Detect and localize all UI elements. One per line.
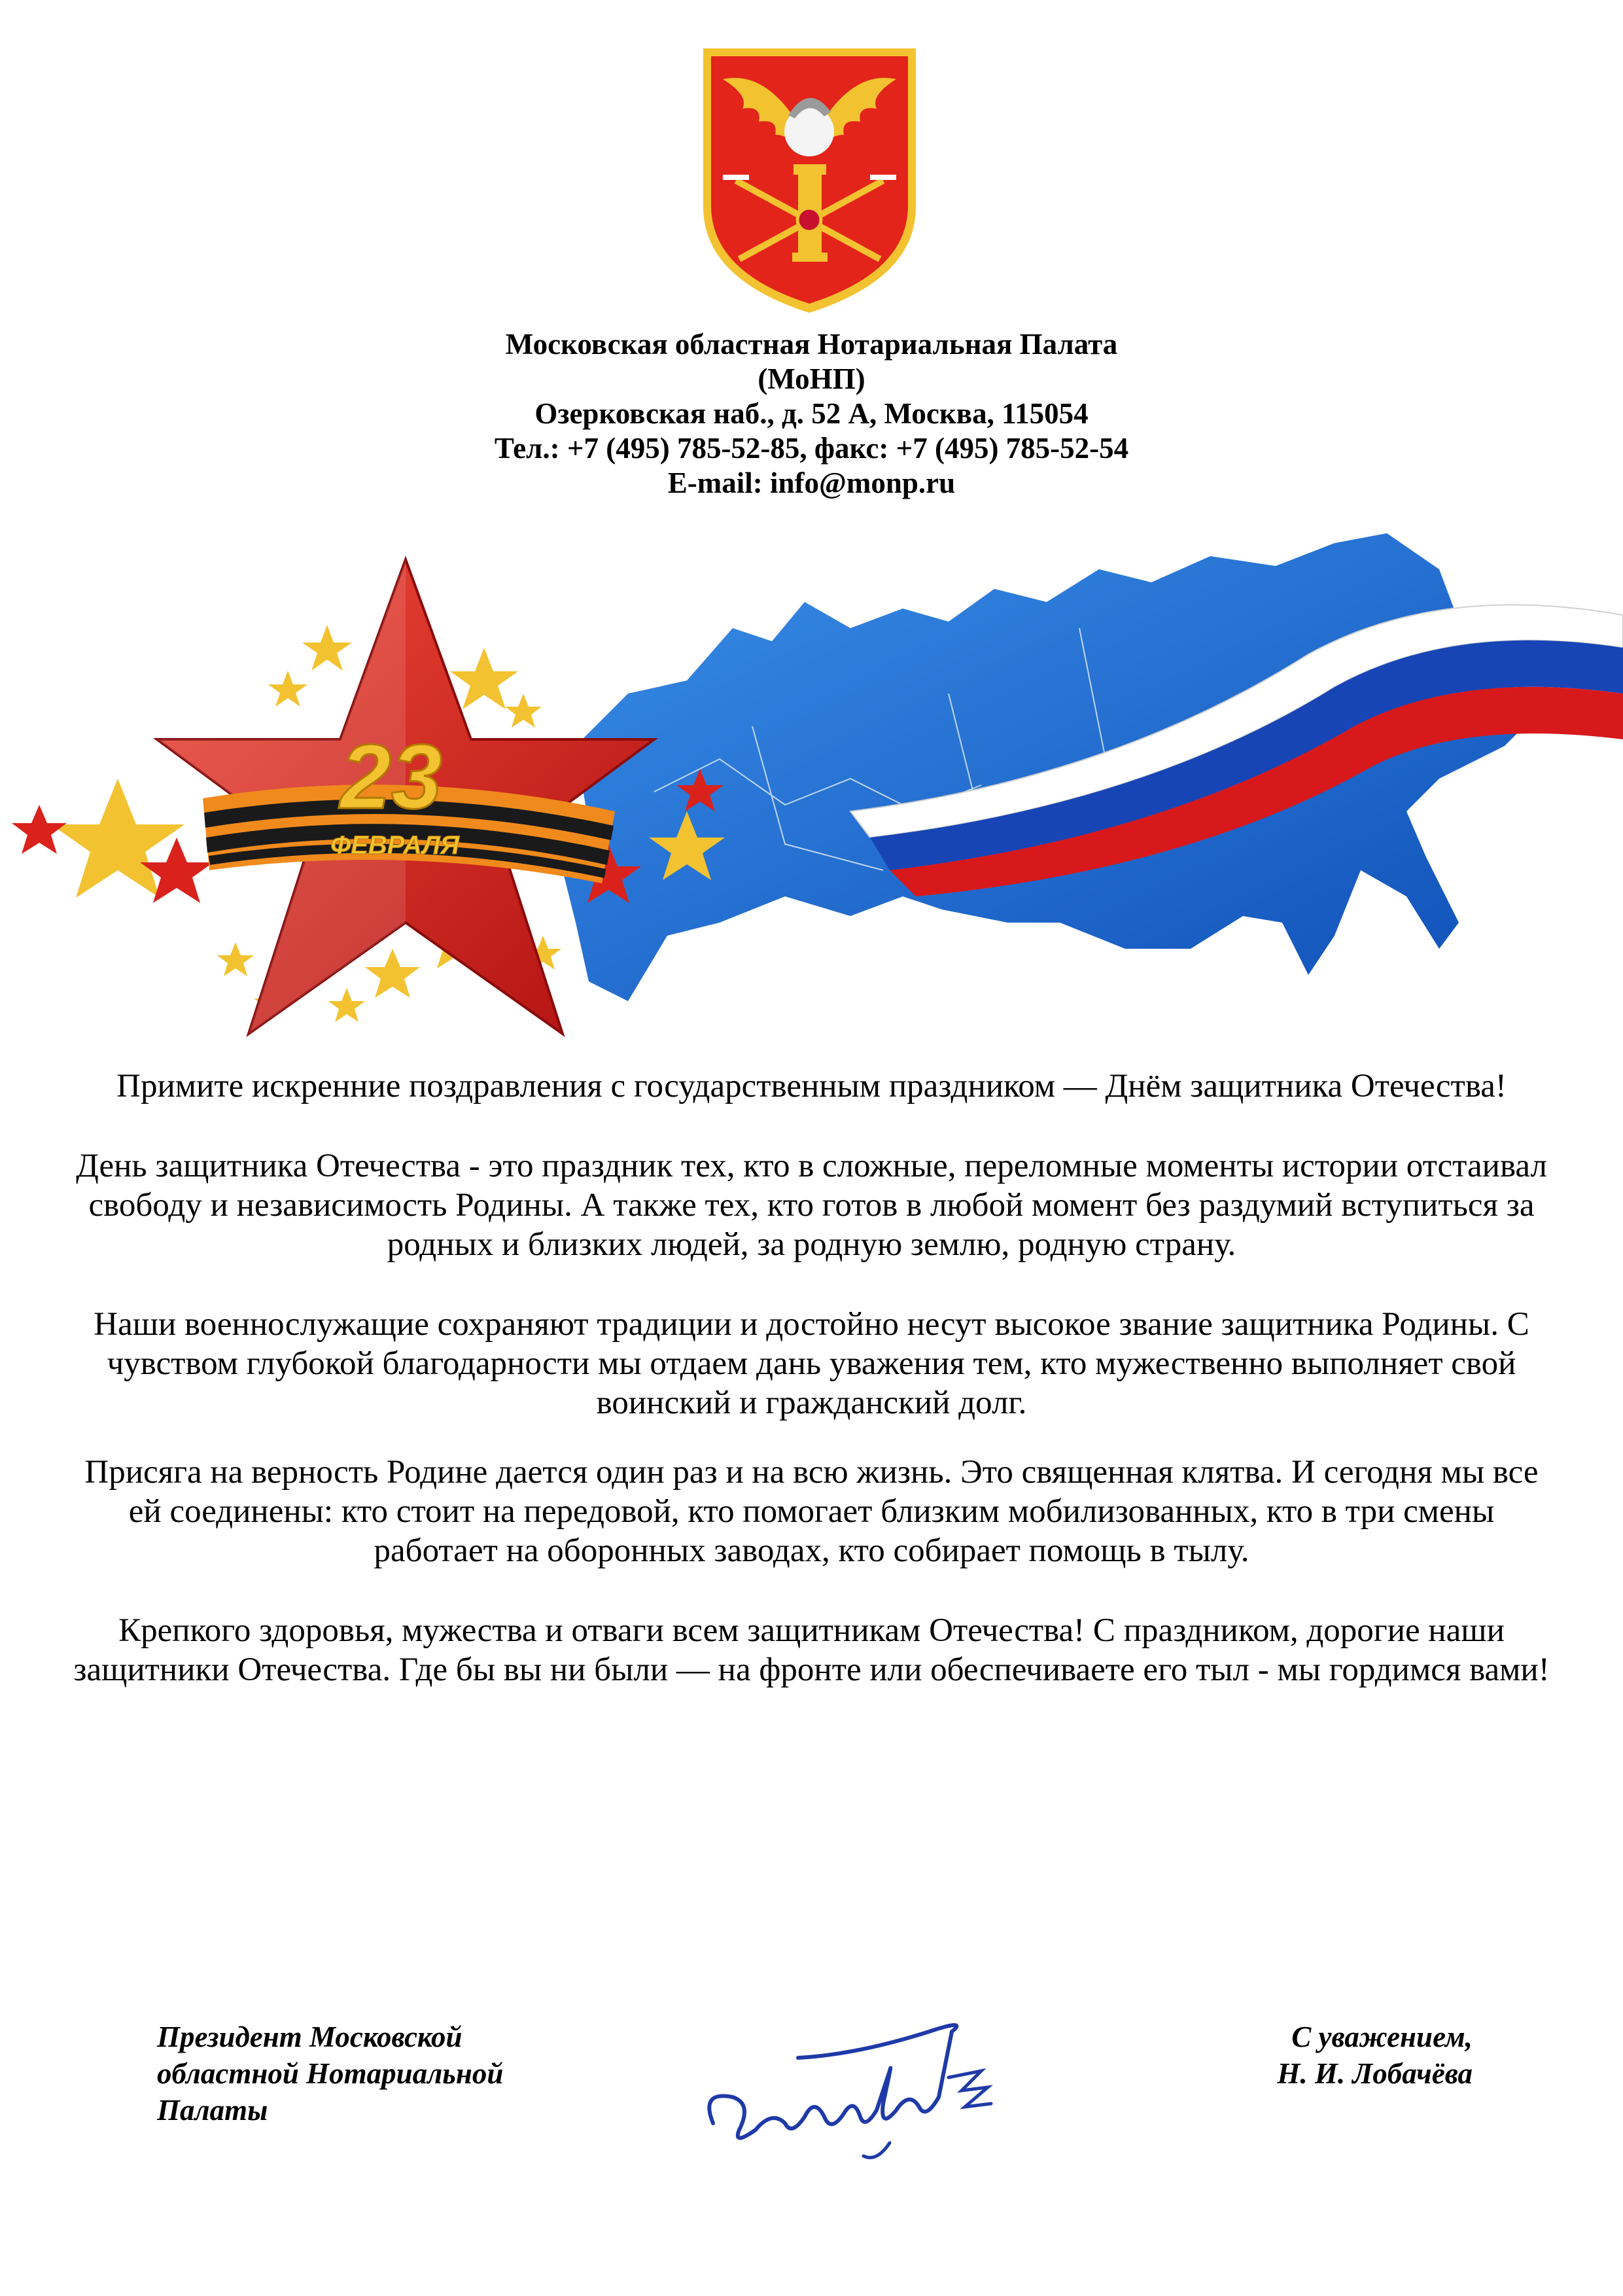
russia-map [563,533,1531,1001]
closing-text: С уважением, [1291,2021,1473,2053]
paragraph-2: День защитника Отечества - это праздник тех, кто в сложные, переломные моменты истории отстаивал свободу и независимость Родины. А также тех, кто готов в любой момент без раздумий вступиться за родных и близких людей, за родную землю, родную страну. [76,1148,1547,1263]
signatory-name: Н. И. Лобачёва [1277,2057,1473,2090]
org-abbreviation: (МоНП) [758,362,865,395]
paragraph-5: Крепкого здоровья, мужества и отваги всем защитникам Отечества! С праздником, дорогие наши защитники Отечества. Где бы вы ни были — на фронте или обеспечиваете его тыл - мы гордимся вами! [73,1612,1550,1688]
paragraph-4: Присяга на верность Родине дается один раз и на всю жизнь. Это священная клятва. И сегодня мы все ей соединены: кто стоит на передовой, кто помогает близким мобилизованных, кто в три смены работает на оборонных заводах, кто собирает помощь в тылу. [84,1454,1539,1569]
holiday-banner [0,530,1623,1053]
monp-emblem [697,43,922,318]
date-month: ФЕВРАЛЯ [330,831,459,860]
org-phones: Тел.: +7 (495) 785-52-85, факс: +7 (495) 785-52-54 [494,432,1129,465]
greeting-body [72,1067,1551,1730]
title-line-1: Президент Московской [157,2021,462,2053]
paragraph-1: Примите искренние поздравления с государственным праздником — Днём защитника Отечества! [116,1068,1507,1104]
paragraph-3: Наши военнослужащие сохраняют традиции и достойно несут высокое звание защитника Родины. С чувством глубокой благодарности мы отдаем дань уважения тем, кто мужественно выполняет свой воинский и гражданский долг. [94,1306,1529,1421]
org-address: Озерковская наб., д. 52 А, Москва, 115054 [534,397,1089,430]
title-line-3: Палаты [157,2094,268,2127]
org-name: Московская областная Нотариальная Палата [505,328,1118,361]
org-email: E-mail: info@monp.ru [667,467,956,499]
letterhead [0,327,1623,501]
signatory-title [157,2019,503,2128]
handwritten-signature [693,1992,1007,2176]
title-line-2: областной Нотариальной [157,2057,504,2090]
signatory-name-block [1277,2019,1473,2092]
date-number: 23 [340,725,442,828]
